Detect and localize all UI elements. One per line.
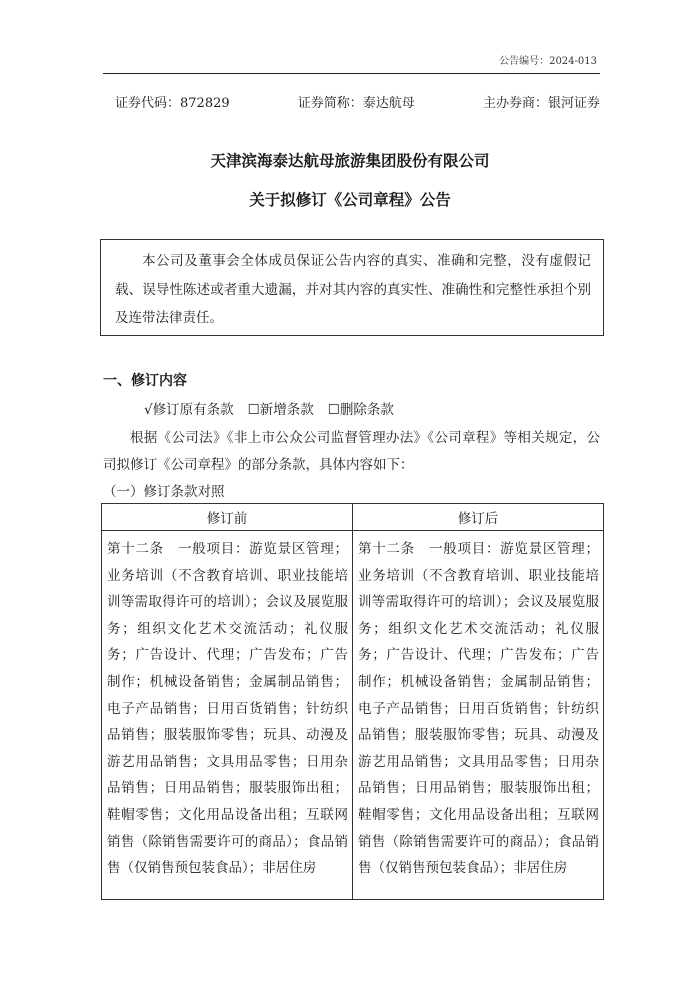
announcement-number: 公告编号：2024-013 [499, 56, 597, 67]
option-delete-clause: ☐删除条款 [327, 402, 394, 418]
sponsor-broker: 主办券商：银河证券 [482, 96, 600, 111]
basis-paragraph: 根据《公司法》《非上市公众公司监督管理办法》《公司章程》等相关规定，公司拟修订《公司章程》的部分条款，具体内容如下： [103, 430, 600, 473]
header-after: 修订后 [353, 504, 604, 531]
announcement-title: 关于拟修订《公司章程》公告 [249, 191, 451, 209]
securities-info-line [115, 92, 600, 111]
disclaimer-box: 本公司及董事会全体成员保证公告内容的真实、准确和完整，没有虚假记载、误导性陈述或者重大遗漏，并对其内容的真实性、准确性和完整性承担个别及连带法律责任。 [100, 239, 604, 336]
cell-before: 第十二条 一般项目：游览景区管理；业务培训（不含教育培训、职业技能培训等需取得许可的培训）；会议及展览服务；组织文化艺术交流活动；礼仪服务；广告设计、代理；广告发布；广告制作；机械设备销售；金属制品销售；电子产品销售；日用百货销售；针纺织品销售；服装服饰零售；玩具、动漫及游艺用品销售；文具用品零售；日用杂品销售；日用品销售；服装服饰出租；鞋帽零售；文化用品设备出租；互联网销售（除销售需要许可的商品）；食品销售（仅销售预包装食品）；非居住房 [102, 531, 353, 900]
securities-code: 证券代码：872829 [115, 96, 230, 111]
subsection-heading: （一）修订条款对照 [103, 484, 225, 500]
company-title: 天津滨海泰达航母旅游集团股份有限公司 [210, 152, 490, 170]
comparison-table [101, 503, 604, 900]
table-row [102, 531, 604, 900]
header-before: 修订前 [102, 504, 353, 531]
header-divider [103, 73, 600, 74]
option-revise-existing: √修订原有条款 [144, 402, 234, 418]
securities-short-name: 证券简称：泰达航母 [297, 96, 415, 111]
section-heading: 一、修订内容 [103, 373, 187, 389]
option-add-clause: ☐新增条款 [247, 402, 314, 418]
table-header-row [102, 504, 604, 531]
cell-after: 第十二条 一般项目：游览景区管理；业务培训（不含教育培训、职业技能培训等需取得许可的培训）；会议及展览服务；组织文化艺术交流活动；礼仪服务；广告设计、代理；广告发布；广告制作；机械设备销售；金属制品销售；电子产品销售；日用百货销售；针纺织品销售；服装服饰零售；玩具、动漫及游艺用品销售；文具用品零售；日用杂品销售；日用品销售；服装服饰出租；鞋帽零售；文化用品设备出租；互联网销售（除销售需要许可的商品）；食品销售（仅销售预包装食品）；非居住房 [353, 531, 604, 900]
revision-options [144, 398, 394, 418]
